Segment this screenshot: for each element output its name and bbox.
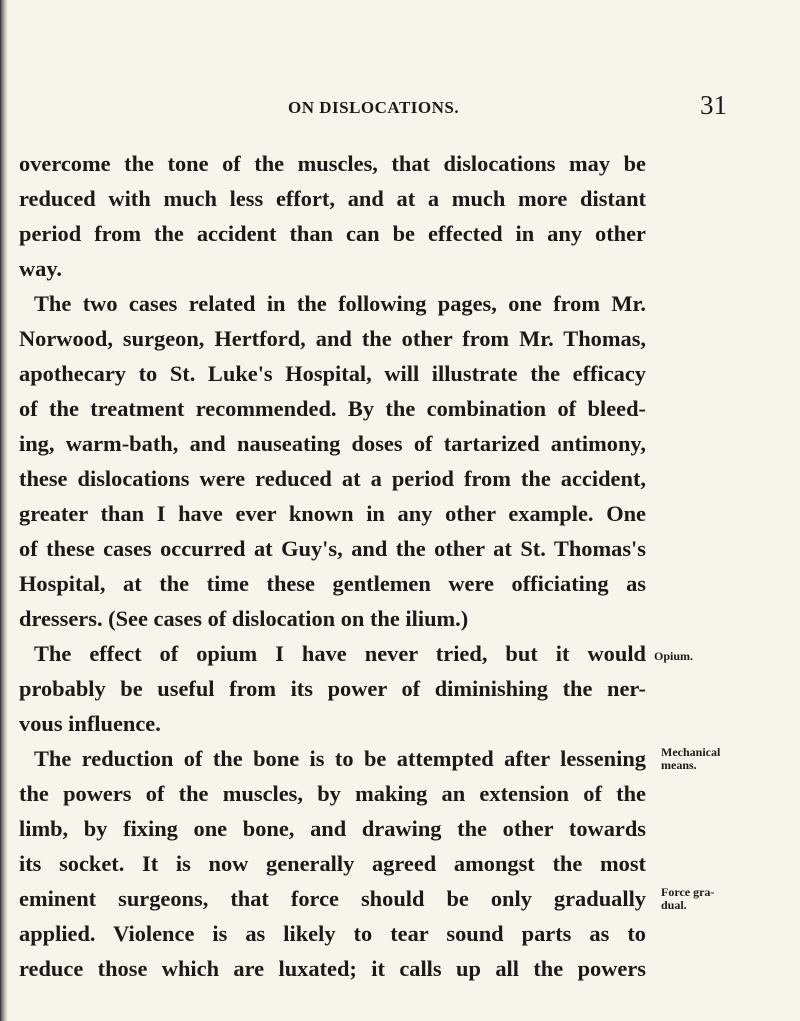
- text-line: dressers. (See cases of dislocation on the ilium.): [19, 606, 469, 631]
- text-line: greater than I have ever known in any other example. One: [19, 501, 646, 526]
- text-line: The two cases related in the following pages, one from Mr.: [34, 291, 646, 316]
- text-line: ing, warm-bath, and nauseating doses of tartarized antimony,: [19, 431, 646, 456]
- text-line: The reduction of the bone is to be attempted after lessening: [34, 746, 646, 771]
- running-title: ON DISLOCATIONS.: [288, 98, 460, 117]
- text-line: its socket. It is now generally agreed amongst the most: [19, 851, 646, 876]
- text-line: vous influence.: [19, 711, 161, 736]
- text-line: Hospital, at the time these gentlemen were officiating as: [19, 571, 646, 596]
- text-line: of the treatment recommended. By the combination of bleed-: [19, 396, 646, 421]
- text-line: eminent surgeons, that force should be only gradually: [19, 886, 646, 911]
- text-line: The effect of opium I have never tried, but it would: [34, 641, 646, 666]
- margin-note-mechanical: Mechanical: [661, 745, 721, 759]
- text-line: applied. Violence is as likely to tear sound parts as to: [19, 921, 646, 946]
- text-line: period from the accident than can be effected in any other: [19, 221, 646, 246]
- text-line: reduce those which are luxated; it calls up all the powers: [19, 956, 646, 981]
- margin-note-opium: Opium.: [654, 649, 694, 663]
- text-line: limb, by fixing one bone, and drawing the other towards: [19, 816, 646, 841]
- page-binding-edge: [0, 0, 8, 1021]
- text-line: way.: [19, 256, 62, 281]
- page-number: 31: [700, 90, 727, 120]
- running-header: [0, 90, 800, 120]
- text-line: reduced with much less effort, and at a much more distant: [19, 186, 646, 211]
- text-line: probably be useful from its power of diminishing the ner-: [19, 676, 646, 701]
- margin-note-force-gradual: Force gra-: [661, 885, 715, 899]
- margin-note-means: means.: [661, 758, 697, 772]
- text-line: of these cases occurred at Guy's, and the other at St. Thomas's: [19, 536, 646, 561]
- text-line: the powers of the muscles, by making an extension of the: [19, 781, 646, 806]
- text-line: Norwood, surgeon, Hertford, and the other from Mr. Thomas,: [19, 326, 646, 351]
- text-line: overcome the tone of the muscles, that dislocations may be: [19, 151, 646, 176]
- margin-note-dual: dual.: [661, 898, 687, 912]
- text-line: apothecary to St. Luke's Hospital, will illustrate the efficacy: [19, 361, 646, 386]
- text-line: these dislocations were reduced at a period from the accident,: [19, 466, 646, 491]
